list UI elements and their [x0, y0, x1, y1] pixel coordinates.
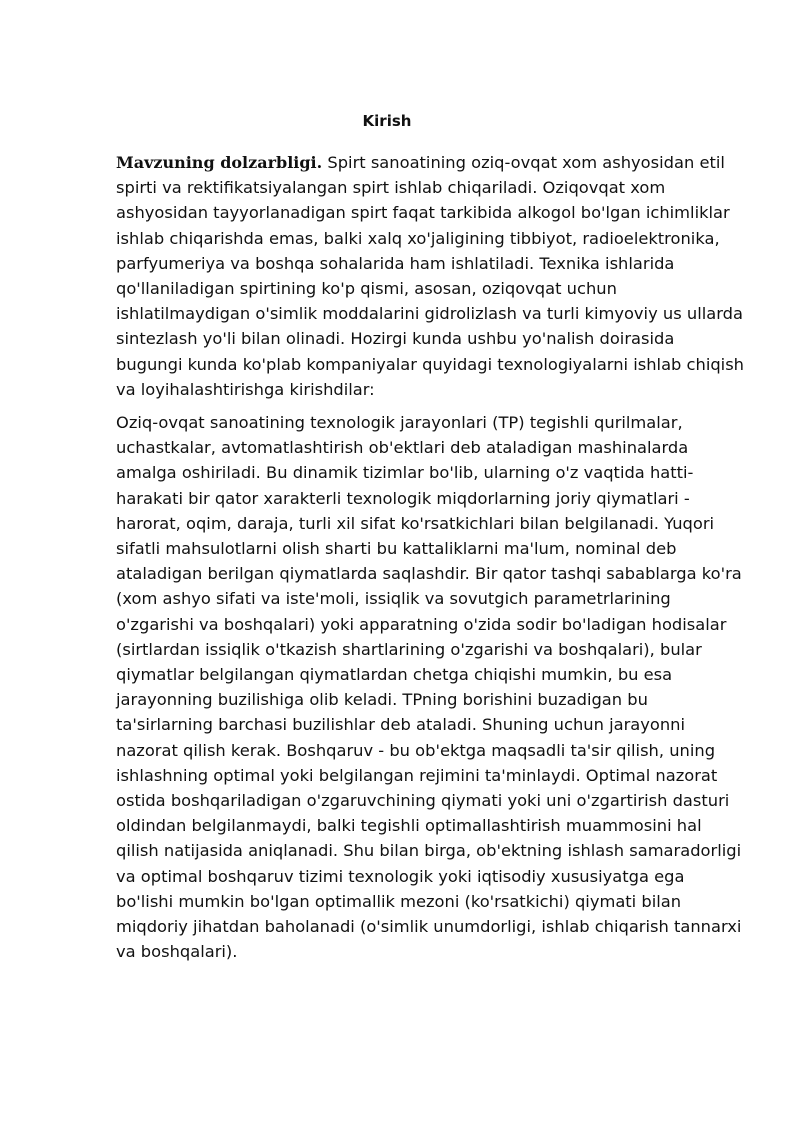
document-body	[116, 150, 744, 973]
paragraph-processes: Oziq-ovqat sanoatining texnologik jarayonlari (TP) tegishli qurilmalar, uchastkalar, avtomatlashtirish ob'ektlari deb ataladigan mashinalarda amalga oshiriladi. Bu dinamik tizimlar bo'lib, ularning o'z vaqtida hatti-harakati bir qator xarakterli texnologik miqdorlarning joriy qiymatlari - harorat, oqim, daraja, turli xil sifat ko'rsatkichlari bilan belgilanadi. Yuqori sifatli mahsulotlarni olish sharti bu kattaliklarni ma'lum, nominal deb ataladigan berilgan qiymatlarda saqlashdir. Bir qator tashqi sabablarga ko'ra (xom ashyo sifati va iste'moli, issiqlik va sovutgich parametrlarining o'zgarishi va boshqalari) yoki apparatning o'zida sodir bo'ladigan hodisalar (sirtlardan issiqlik o'tkazish shartlarining o'zgarishi va boshqalari), bular qiymatlar belgilangan qiymatlardan chetga chiqishi mumkin, bu esa jarayonning buzilishiga olib keladi. TPning borishini buzadigan bu ta'sirlarning barchasi buzilishlar deb ataladi. Shuning uchun jarayonni nazorat qilish kerak. Boshqaruv - bu ob'ektga maqsadli ta'sir qilish, uning ishlashning optimal yoki belgilangan rejimini ta'minlaydi. Optimal nazorat ostida boshqariladigan o'zgaruvchining qiymati yoki uni o'zgartirish dasturi oldindan belgilanmaydi, balki tegishli optimallashtirish muammosini hal qilish natijasida aniqlanadi. Shu bilan birga, ob'ektning ishlash samaradorligi va optimal boshqaruv tizimi texnologik yoki iqtisodiy xususiyatga ega bo'lishi mumkin bo'lgan optimallik mezoni (ko'rsatkichi) qiymati bilan miqdoriy jihatdan baholanadi (o'simlik unumdorligi, ishlab chiqarish tannarxi va boshqalari).	[116, 413, 742, 962]
paragraph-text: Spirt sanoatining oziq-ovqat xom ashyosidan etil spirti va rektifikatsiyalangan spirt ishlab chiqariladi. Oziqovqat xom ashyosidan tayyorlanadigan spirt faqat tarkibida alkogol bo'lgan ichimliklar ishlab chiqarishda emas, balki xalq xo'jaligining tibbiyot, radioelektronika, parfyumeriya va boshqa sohalarida ham ishlatiladi. Texnika ishlarida qo'llaniladigan spirtining ko'p qismi, asosan, oziqovqat uchun ishlatilmaydigan o'simlik moddalarini gidrolizlash va turli kimyoviy us ullarda sintezlash yo'li bilan olinadi. Hozirgi kunda ushbu yo'nalish doirasida bugungi kunda ko'plab kompaniyalar quyidagi texnologiyalarni ishlab chiqish va loyihalashtirishga kirishdilar:	[116, 153, 745, 399]
page-title: Kirish	[362, 112, 412, 130]
paragraph-lead: Mavzuning dolzarbligi.	[116, 153, 323, 172]
paragraph-relevance	[116, 150, 744, 402]
